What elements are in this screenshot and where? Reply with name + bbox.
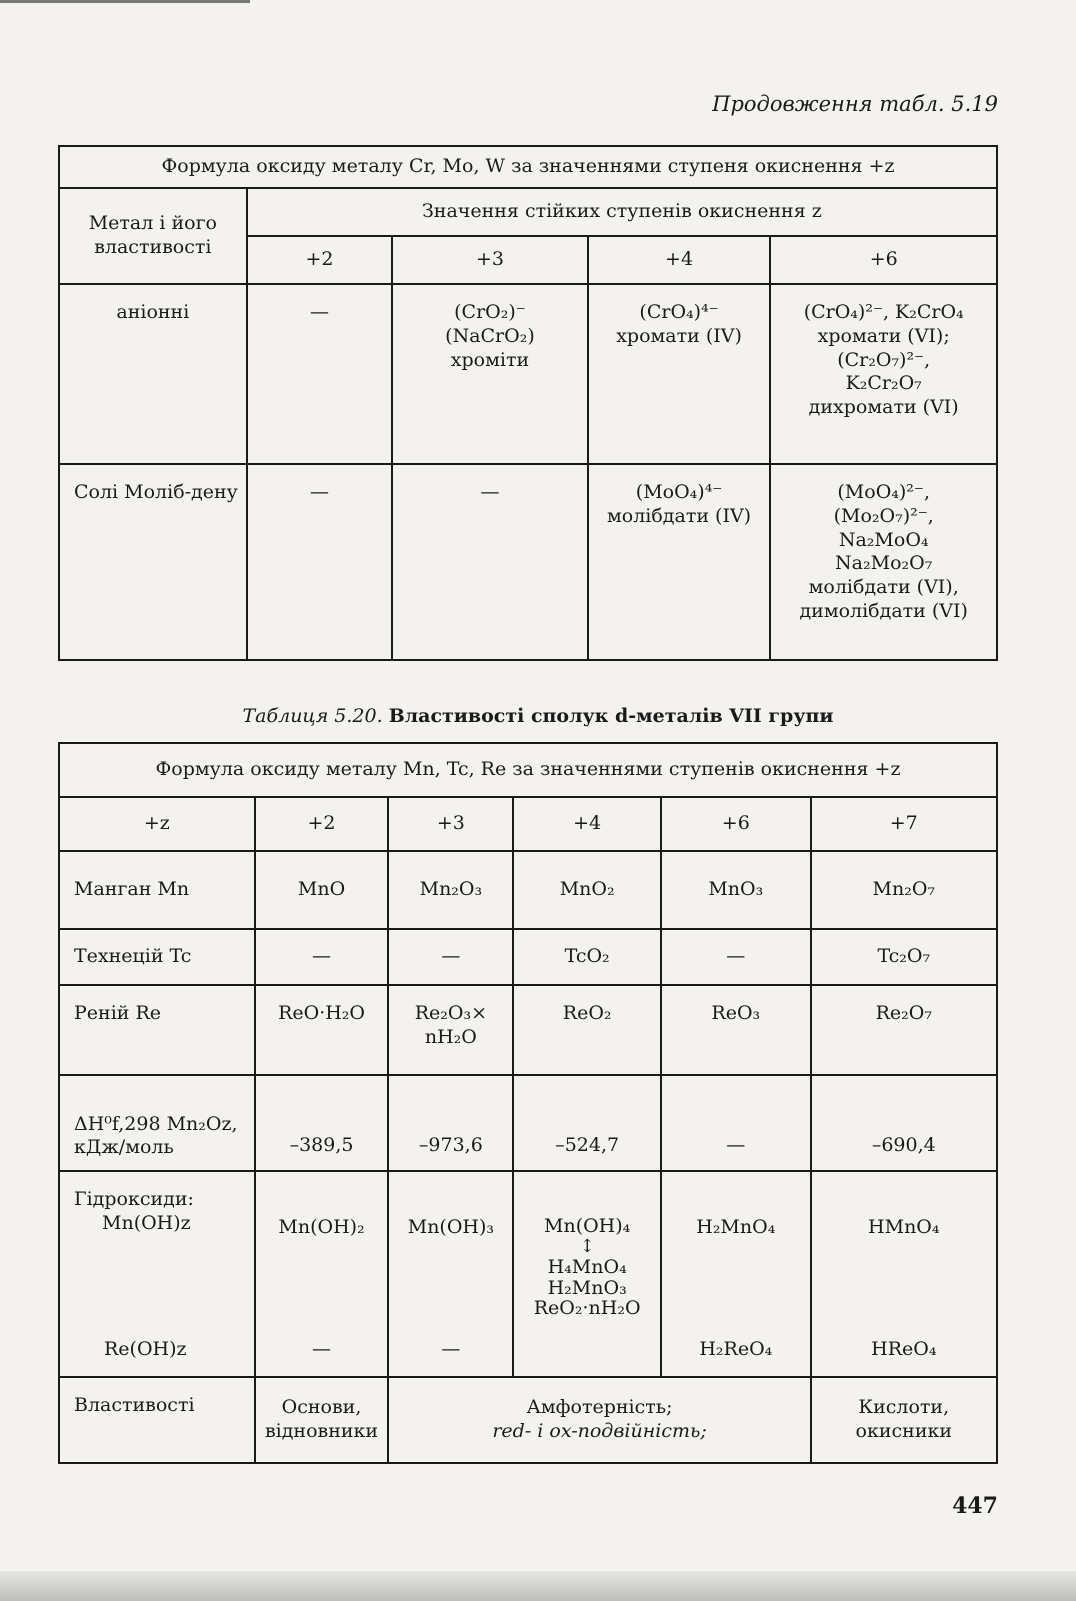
page-bottom-edge (0, 1571, 1076, 1601)
table-header: Формула оксиду металу Mn, Tc, Re за значеннями ступенів окиснення +z (59, 743, 997, 797)
cell: Основи, відновники (255, 1377, 389, 1463)
cell: — (247, 464, 392, 660)
state-header: +3 (392, 236, 588, 284)
equilibrium-arrow-icon: ↕ (579, 1235, 595, 1257)
cell: (CrO₄)²⁻, K₂CrO₄ хромати (VI); (Cr₂O₇)²⁻, K₂Cr₂O₇ дихромати (VI) (770, 284, 997, 464)
state-header: +7 (811, 797, 997, 851)
cell: — (388, 929, 513, 985)
row-label: ΔH⁰f,298 Mn₂Oz, кДж/моль (59, 1075, 255, 1171)
cell: Mn₂O₇ (811, 851, 997, 929)
cell: (CrO₄)⁴⁻ хромати (IV) (588, 284, 771, 464)
running-head: Продовження табл. 5.19 (712, 92, 998, 116)
page-edge-line (0, 0, 250, 3)
table-row (59, 929, 997, 985)
cell: MnO₂ (513, 851, 661, 929)
cell: Mn(OH)₄ ↕ H₄MnO₄ H₂MnO₃ ReO₂·nH₂O (513, 1171, 661, 1377)
row-label: Манган Mn (59, 851, 255, 929)
cell: ReO₂ (513, 985, 661, 1075)
table-5-19 (58, 145, 998, 661)
span-label: Значення стійких ступенів окиснення z (247, 188, 997, 236)
cell: — (255, 929, 389, 985)
cell: Кислоти, окисники (811, 1377, 997, 1463)
column-label: Метал і його властивості (59, 188, 247, 284)
cell: Mn₂O₃ (388, 851, 513, 929)
cell: H₂MnO₄ H₂ReO₄ (661, 1171, 811, 1377)
cell: –973,6 (388, 1075, 513, 1171)
state-header: +z (59, 797, 255, 851)
cell: — (661, 929, 811, 985)
cell: TcO₂ (513, 929, 661, 985)
table-row (59, 284, 997, 464)
state-header: +4 (588, 236, 771, 284)
table-row (59, 851, 997, 929)
table-header: Формула оксиду металу Cr, Mo, W за значеннями ступеня окиснення +z (59, 146, 997, 188)
cell: (MoO₄)²⁻, (Mo₂O₇)²⁻, Na₂MoO₄ Na₂Mo₂O₇ молібдати (VI), димолібдати (VI) (770, 464, 997, 660)
table-row (59, 1075, 997, 1171)
cell: Mn(OH)₃ — (388, 1171, 513, 1377)
cell: — (661, 1075, 811, 1171)
cell: –389,5 (255, 1075, 389, 1171)
cell: Mn(OH)₂ — (255, 1171, 389, 1377)
row-label: Властивості (59, 1377, 255, 1463)
page-number: 447 (952, 1493, 998, 1519)
cell: MnO₃ (661, 851, 811, 929)
table-row (59, 1377, 997, 1463)
cell: (MoO₄)⁴⁻ молібдати (IV) (588, 464, 771, 660)
cell: Re₂O₃× nH₂O (388, 985, 513, 1075)
cell: — (392, 464, 588, 660)
table-5-20 (58, 742, 998, 1464)
cell: –524,7 (513, 1075, 661, 1171)
state-header: +4 (513, 797, 661, 851)
row-label: Солі Моліб-дену (59, 464, 247, 660)
state-header: +2 (255, 797, 389, 851)
cell: –690,4 (811, 1075, 997, 1171)
table-row (59, 1171, 997, 1377)
row-label: Реній Re (59, 985, 255, 1075)
cell: Амфотерність; red- і ox-подвійність; (388, 1377, 810, 1463)
state-header: +3 (388, 797, 513, 851)
row-label: аніонні (59, 284, 247, 464)
row-label: Гідроксиди: Mn(OH)z Re(OH)z (59, 1171, 255, 1377)
cell: HMnO₄ HReO₄ (811, 1171, 997, 1377)
cell: (CrO₂)⁻ (NaCrO₂) хроміти (392, 284, 588, 464)
table-row (59, 985, 997, 1075)
row-label: Технецій Tc (59, 929, 255, 985)
state-header: +6 (661, 797, 811, 851)
cell: MnO (255, 851, 389, 929)
cell: Tc₂O₇ (811, 929, 997, 985)
table-caption: Таблиця 5.20. Властивості сполук d-металів VII групи (242, 705, 834, 727)
state-header: +6 (770, 236, 997, 284)
state-header: +2 (247, 236, 392, 284)
table-row (59, 464, 997, 660)
cell: — (247, 284, 392, 464)
cell: ReO₃ (661, 985, 811, 1075)
cell: ReO·H₂O (255, 985, 389, 1075)
cell: Re₂O₇ (811, 985, 997, 1075)
